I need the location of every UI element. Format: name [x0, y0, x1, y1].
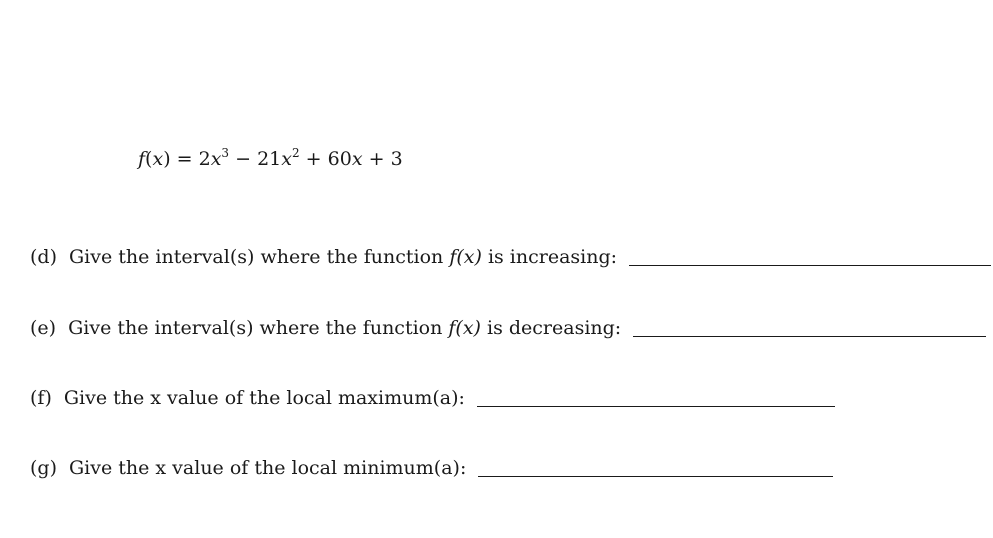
operator-plus-1: +	[305, 148, 322, 170]
question-f-label: (f)	[30, 387, 52, 409]
function-reference: f(x)	[448, 317, 481, 339]
term-cubic: $2x^3$	[198, 146, 230, 170]
function-variable: x	[152, 148, 164, 170]
function-definition: $f(x) = 2x^3 - 21x^2 + 60x + 3$	[138, 146, 403, 170]
function-name: f	[138, 148, 146, 170]
answer-blank-e[interactable]	[633, 336, 986, 337]
term-linear: 60x	[327, 148, 363, 170]
question-e-label: (e)	[30, 317, 57, 339]
term-constant: 3	[390, 148, 403, 170]
question-f	[30, 387, 835, 409]
question-d-text: Give the interval(s) where the function f(x) is increasing:	[69, 246, 618, 268]
question-g	[30, 457, 833, 479]
question-d	[30, 246, 991, 268]
answer-blank-f[interactable]	[477, 406, 835, 407]
operator-plus-2: +	[368, 148, 385, 170]
question-g-text: Give the x value of the local minimum(a):	[69, 457, 467, 479]
function-reference: f(x)	[449, 246, 482, 268]
term-quadratic: $21x^2$	[257, 146, 300, 170]
answer-blank-d[interactable]	[629, 265, 991, 266]
equals-sign: =	[176, 148, 193, 170]
question-f-text: Give the x value of the local maximum(a):	[63, 387, 465, 409]
question-d-label: (d)	[30, 246, 57, 268]
answer-blank-g[interactable]	[478, 476, 833, 477]
question-e-text: Give the interval(s) where the function f(x) is decreasing:	[68, 317, 622, 339]
question-e	[30, 317, 986, 339]
question-g-label: (g)	[30, 457, 57, 479]
operator-minus: −	[235, 148, 252, 170]
